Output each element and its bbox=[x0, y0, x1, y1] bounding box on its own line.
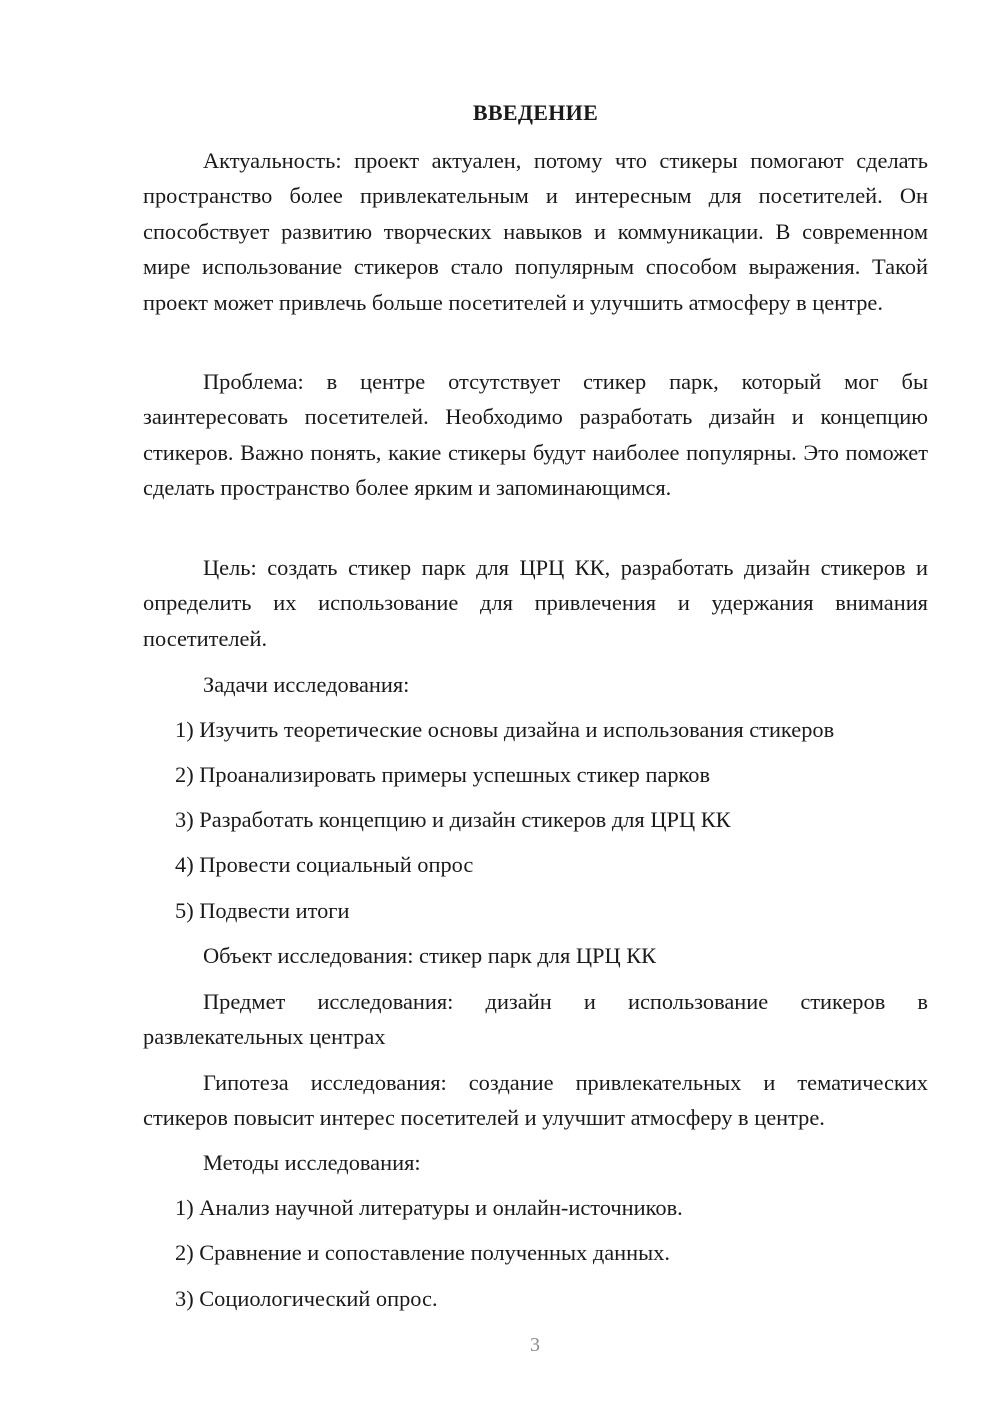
list-item: 3) Разработать концепцию и дизайн стикеров для ЦРЦ КК bbox=[175, 807, 731, 832]
methods-heading: Методы исследования: bbox=[203, 1150, 421, 1175]
list-item: 3) Социологический опрос. bbox=[175, 1286, 438, 1311]
page-number: 3 bbox=[530, 1334, 540, 1356]
hypothesis-paragraph: Гипотеза исследования: создание привлекательных и тематических стикеров повысит интерес посетителей и улучшит атмосферу в центре. bbox=[143, 1070, 928, 1131]
list-item: 5) Подвести итоги bbox=[175, 898, 350, 923]
tasks-heading: Задачи исследования: bbox=[203, 672, 410, 697]
list-item: 1) Анализ научной литературы и онлайн-источников. bbox=[175, 1195, 683, 1220]
goal-paragraph: Цель: создать стикер парк для ЦРЦ КК, разработать дизайн стикеров и определить их использование для привлечения и удержания внимания посетителей. bbox=[143, 555, 928, 651]
list-item: 2) Сравнение и сопоставление полученных данных. bbox=[175, 1240, 670, 1265]
relevance-paragraph: Актуальность: проект актуален, потому что стикеры помогают сделать пространство более привлекательным и интересным для посетителей. Он способствует развитию творческих навыков и коммуникации. В современном мире использование стикеров стало популярным способом выражения. Такой проект может привлечь больше посетителей и улучшить атмосферу в центре. bbox=[143, 148, 928, 315]
list-item: 2) Проанализировать примеры успешных стикер парков bbox=[175, 762, 711, 787]
list-item: 1) Изучить теоретические основы дизайна и использования стикеров bbox=[175, 717, 835, 742]
page-title: ВВЕДЕНИЕ bbox=[472, 100, 599, 125]
subject-paragraph: Предмет исследования: дизайн и использование стикеров в развлекательных центрах bbox=[143, 989, 928, 1050]
object-line: Объект исследования: стикер парк для ЦРЦ КК bbox=[203, 943, 657, 968]
problem-paragraph: Проблема: в центре отсутствует стикер парк, который мог бы заинтересовать посетителей. Необходимо разработать дизайн и концепцию стикеров. Важно понять, какие стикеры будут наиболее популярны. Это поможет сделать пространство более ярким и запоминающимся. bbox=[143, 369, 928, 501]
list-item: 4) Провести социальный опрос bbox=[175, 852, 474, 877]
